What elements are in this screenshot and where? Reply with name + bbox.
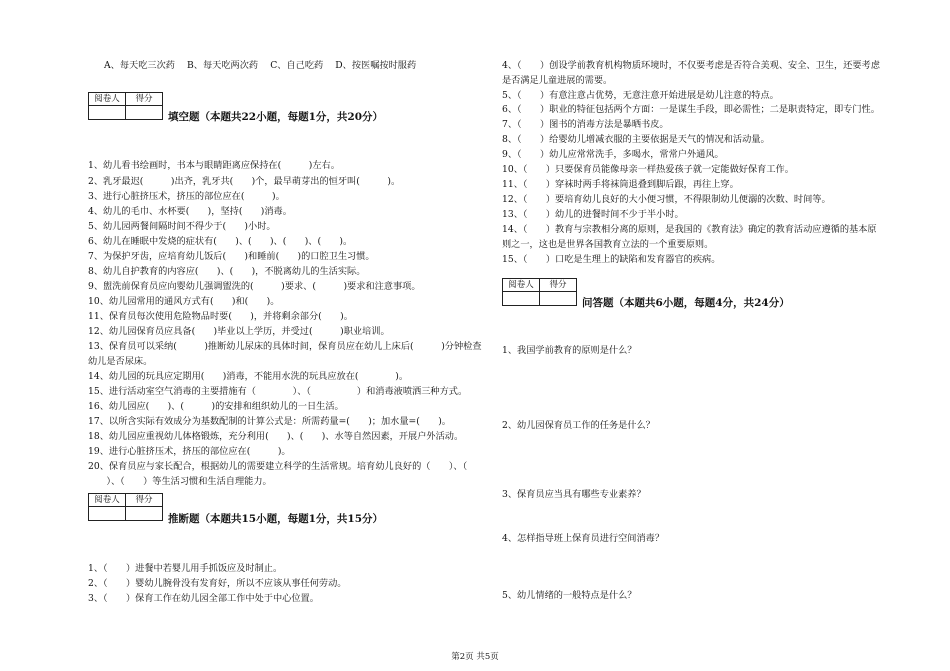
reviewer-cell[interactable] — [503, 292, 540, 306]
judge-item: 2、（ ）婴幼儿腕骨没有发育好，所以不应该从事任何劳动。 — [88, 578, 347, 589]
reviewer-label: 阅卷人 — [89, 494, 126, 507]
judge-item: 8、（ ）给婴幼儿增减衣服的主要依据是天气的情况和活动量。 — [502, 134, 770, 145]
page-footer: 第2页 共5页 — [451, 652, 499, 662]
fill-item: 20、保育员应与家长配合，根据幼儿的需要建立科学的生活常规。培育幼儿良好的（ ）、（ — [88, 461, 468, 472]
fill-item: 9、盥洗前保育员应向婴幼儿强调盥洗的( )要求、( )要求和注意事项。 — [88, 281, 421, 292]
judge-section-title: 推断题（本题共15小题，每题1分，共15分） — [168, 513, 384, 525]
judge-item: 12、（ ）要培育幼儿良好的大小便习惯，不得限制幼儿便溺的次数、时间等。 — [502, 194, 831, 205]
score-cell[interactable] — [126, 507, 163, 521]
judge-item: 4、（ ）创设学前教育机构物质环境时，不仅要考虑是否符合美观、安全、卫生，还要考虑 — [502, 60, 880, 71]
fill-item: 幼儿是否尿床。 — [88, 356, 153, 367]
choice-options: A、每天吃三次药 B、每天吃两次药 C、自己吃药 D、按医嘱按时服药 — [104, 60, 417, 71]
fill-item: 15、进行活动室空气消毒的主要措施有（ ）、（ ）和消毒液喷洒三种方式。 — [88, 386, 468, 397]
qa-item: 3、保育员应当具有哪些专业素养？ — [502, 489, 646, 500]
fill-item: 18、幼儿园应重视幼儿体格锻炼，充分利用( )、( )、水等自然因素，开展户外活动。 — [88, 431, 464, 442]
score-label: 得分 — [126, 93, 163, 106]
judge-item: 14、（ ）教育与宗教相分离的原则，是我国的《教育法》确定的教育活动应遵循的基本原 — [502, 224, 877, 235]
reviewer-label: 阅卷人 — [503, 279, 540, 292]
score-label: 得分 — [126, 494, 163, 507]
score-box-judge — [88, 493, 163, 521]
fill-item: 13、保育员可以采纳( )推断幼儿尿床的具体时间，保育员应在幼儿上床后( )分钟检查 — [88, 341, 482, 352]
reviewer-cell[interactable] — [89, 507, 126, 521]
fill-item: 2、乳牙最迟( )出齐，乳牙共( )个，最早萌芽出的恒牙叫( )。 — [88, 176, 401, 187]
fill-item: 7、为保护牙齿，应培育幼儿饭后( )和睡前( )的口腔卫生习惯。 — [88, 251, 375, 262]
qa-section-title: 问答题（本题共6小题，每题4分，共24分） — [582, 297, 790, 309]
reviewer-cell[interactable] — [89, 106, 126, 120]
judge-item: 10、（ ）只要保育员能像母亲一样热爱孩子就一定能做好保育工作。 — [502, 164, 794, 175]
fill-item: 4、幼儿的毛巾、水杯要( )，坚持( )消毒。 — [88, 206, 292, 217]
fill-item: 17、以所含实际有效成分为基数配制的计算公式是：所需药量=( )；加水量=( )。 — [88, 416, 451, 427]
judge-item: 6、（ ）职业的特征包括两个方面：一是谋生手段，即必需性；二是职责特定，即专门性。 — [502, 104, 880, 115]
judge-item: 5、（ ）有意注意占优势，无意注意开始进展是幼儿注意的特点。 — [502, 90, 779, 101]
fill-item: 12、幼儿园保育员应具备( )毕业以上学历，并受过( )职业培训。 — [88, 326, 390, 337]
judge-item: 7、（ ）图书的消毒方法是暴晒书皮。 — [502, 119, 669, 130]
fill-item: 1、幼儿看书绘画时，书本与眼睛距离应保持在( )左右。 — [88, 160, 340, 171]
qa-item: 5、幼儿情绪的一般特点是什么？ — [502, 590, 637, 601]
fill-section-title: 填空题（本题共22小题，每题1分，共20分） — [168, 111, 384, 123]
fill-item: 5、幼儿园两餐间隔时间不得少于( )小时。 — [88, 221, 276, 232]
fill-item: ）、（ ）等生活习惯和生活自理能力。 — [88, 476, 272, 487]
score-label: 得分 — [540, 279, 577, 292]
fill-item: 14、幼儿园的玩具应定期用( )消毒，不能用水洗的玩具应放在( )。 — [88, 371, 409, 382]
qa-item: 2、幼儿园保育员工作的任务是什么？ — [502, 420, 655, 431]
judge-item: 15、（ ）口吃是生理上的缺陷和发育器官的疾病。 — [502, 254, 721, 265]
fill-item: 3、进行心脏挤压术，挤压的部位应在( )。 — [88, 191, 285, 202]
judge-item: 13、（ ）幼儿的进餐时间不少于半小时。 — [502, 209, 684, 220]
qa-item: 1、我国学前教育的原则是什么？ — [502, 345, 637, 356]
score-cell[interactable] — [540, 292, 577, 306]
reviewer-label: 阅卷人 — [89, 93, 126, 106]
fill-item: 10、幼儿园常用的通风方式有( )和( )。 — [88, 296, 280, 307]
judge-item: 9、（ ）幼儿应常常洗手，多喝水，常常户外通风。 — [502, 149, 724, 160]
score-box-qa — [502, 278, 577, 306]
fill-item: 11、保育员每次使用危险物品时要( )，并将剩余部分( )。 — [88, 311, 353, 322]
judge-item: 1、（ ）进餐中若婴儿用手抓饭应及时制止。 — [88, 563, 283, 574]
score-cell[interactable] — [126, 106, 163, 120]
fill-item: 16、幼儿园应( )、( )的安排和组织幼儿的一日生活。 — [88, 401, 344, 412]
score-box-fill — [88, 92, 163, 120]
judge-item-cont: 则之一，这也是世界各国教育立法的一个重要原则。 — [502, 239, 714, 250]
fill-item: 8、幼儿自护教育的内容应( )、( )，不脱离幼儿的生活实际。 — [88, 266, 366, 277]
judge-item: 11、（ ）穿袜时两手将袜筒退叠到脚后跟，再往上穿。 — [502, 179, 739, 190]
judge-item: 3、（ ）保育工作在幼儿园全部工作中处于中心位置。 — [88, 593, 319, 604]
fill-item: 19、进行心脏挤压术，挤压的部位应在( )。 — [88, 446, 291, 457]
judge-item-cont: 是否满足儿童进展的需要。 — [502, 75, 613, 86]
fill-item: 6、幼儿在睡眠中发烧的症状有( )、( )、( )、( )。 — [88, 236, 353, 247]
qa-item: 4、怎样指导班上保育员进行空间消毒？ — [502, 533, 665, 544]
